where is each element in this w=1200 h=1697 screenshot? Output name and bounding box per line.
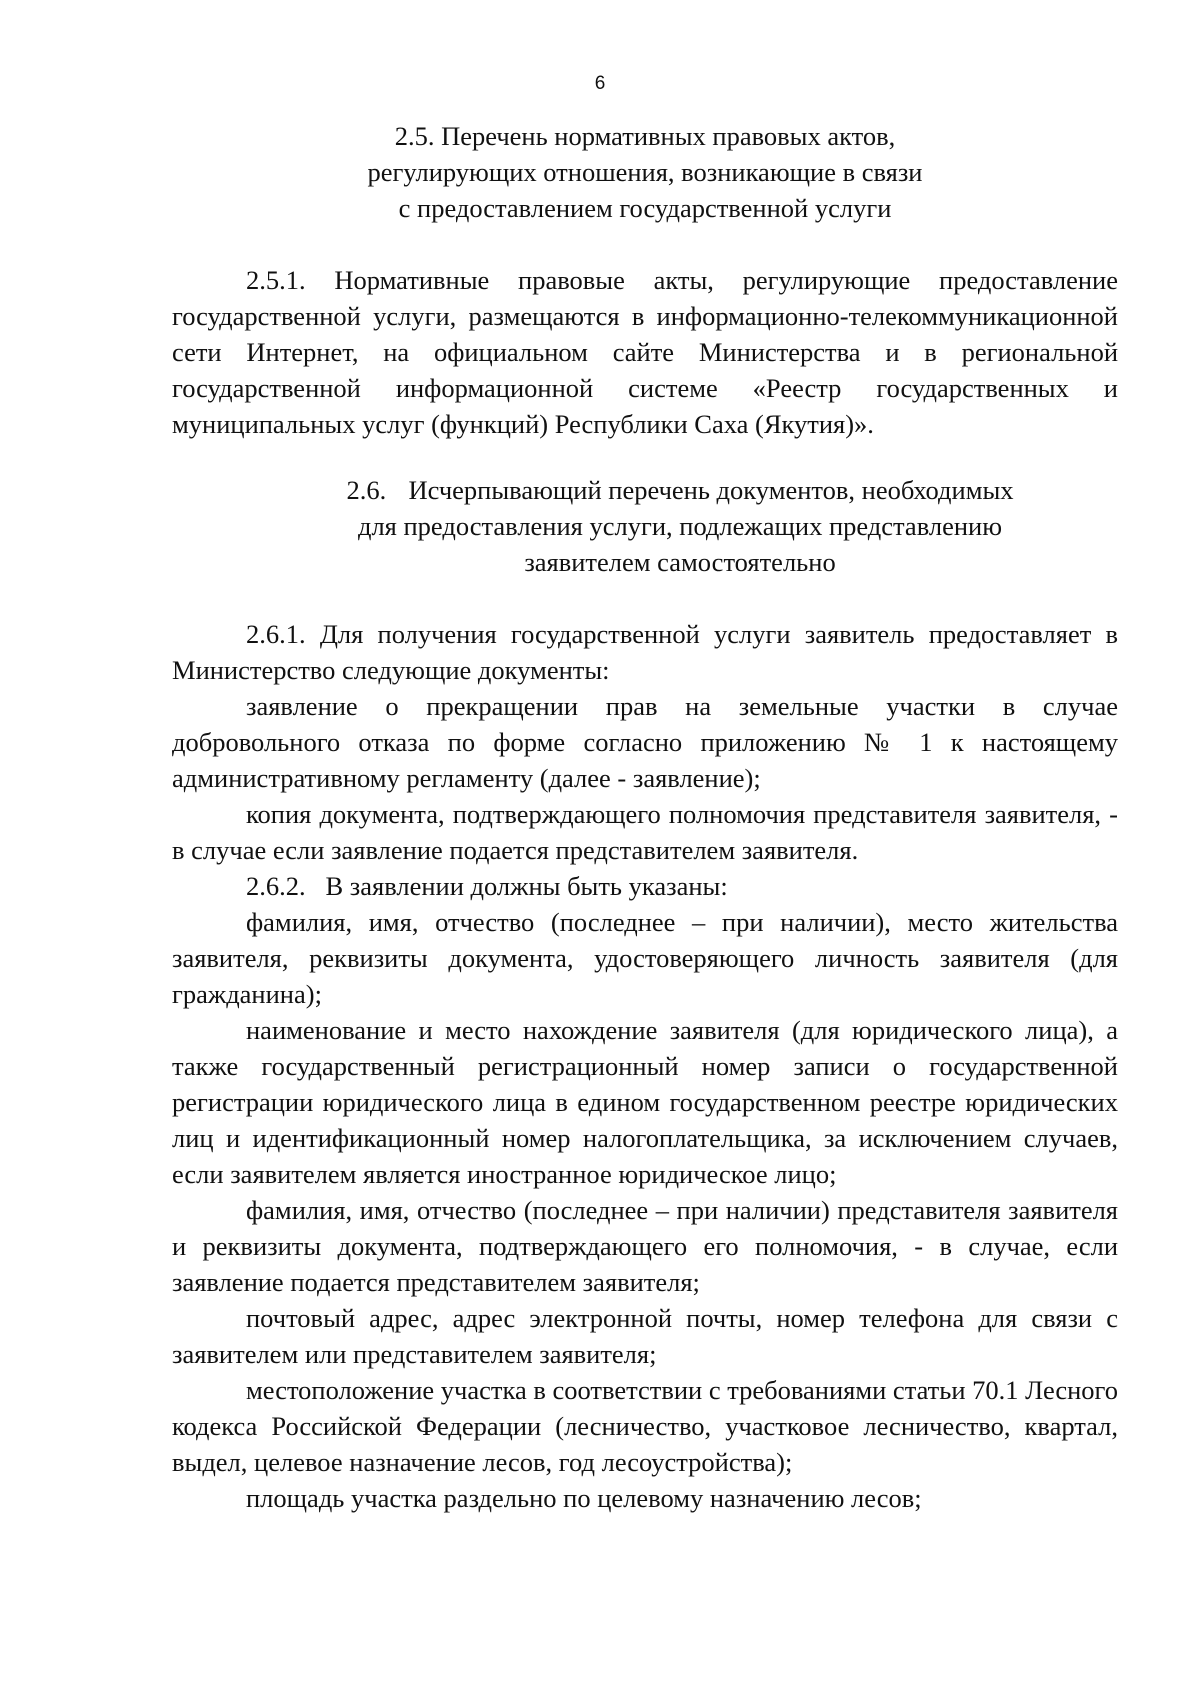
page-number: 6 (594, 73, 606, 94)
heading-line: 2.5. Перечень нормативных правовых актов, (394, 121, 896, 151)
paragraph-2-6-2: 2.6.2. В заявлении должны быть указаны: (246, 871, 728, 901)
heading-line (242, 472, 1118, 508)
heading-number: 2.6. (346, 475, 387, 505)
list-item-representative-details: фамилия, имя, отчество (последнее – при наличии) представителя заявителя и реквизиты документа, подтверждающего его полномочия, - в случае, если заявление подается представителем заявителя; (172, 1195, 1118, 1297)
list-item-citizen-details: фамилия, имя, отчество (последнее – при наличии), место жительства заявителя, реквизиты документа, удостоверяющего личность заявителя (для гражданина); (172, 907, 1118, 1009)
paragraph-2-5-1: 2.5.1. Нормативные правовые акты, регулирующие предоставление государственной услуги, размещаются в информационно-телекоммуникационной сети Интернет, на официальном сайте Министерства и в региональной государственной информационной системе «Реестр государственных и муниципальных услуг (функций) Республики Саха (Якутия)». (172, 265, 1118, 439)
paragraph-2-6-1: 2.6.1. Для получения государственной услуги заявитель предоставляет в Министерство следующие документы: (172, 619, 1118, 685)
heading-line: для предоставления услуги, подлежащих представлению (357, 511, 1003, 541)
list-item-application: заявление о прекращении прав на земельные участки в случае добровольного отказа по форме согласно приложению № 1 к настоящему административному регламенту (далее - заявление); (172, 691, 1118, 793)
heading-line: заявителем самостоятельно (524, 547, 836, 577)
list-item-legal-entity-details: наименование и место нахождение заявителя (для юридического лица), а также государственный регистрационный номер записи о государственной регистрации юридического лица в едином государственном реестре юридических лиц и идентификационный номер налогоплательщика, за исключением случаев, если заявителем является иностранное юридическое лицо; (172, 1015, 1118, 1189)
list-item-contacts: почтовый адрес, адрес электронной почты, номер телефона для связи с заявителем или представителем заявителя; (172, 1303, 1118, 1369)
document-body (172, 118, 1118, 1516)
section-2-6-heading (172, 472, 1118, 580)
list-item-location: местоположение участка в соответствии с требованиями статьи 70.1 Лесного кодекса Российской Федерации (лесничество, участковое лесничество, квартал, выдел, целевое назначение лесов, год лесоустройства); (172, 1375, 1119, 1477)
heading-line: регулирующих отношения, возникающие в связи (367, 157, 923, 187)
section-2-5-heading (172, 118, 1118, 226)
heading-text: Исчерпывающий перечень документов, необходимых (408, 475, 1014, 505)
heading-line: с предоставлением государственной услуги (398, 193, 892, 223)
list-item-area: площадь участка раздельно по целевому назначению лесов; (246, 1483, 922, 1513)
list-item-authority-copy: копия документа, подтверждающего полномочия представителя заявителя, - в случае если заявление подается представителем заявителя. (172, 799, 1118, 865)
